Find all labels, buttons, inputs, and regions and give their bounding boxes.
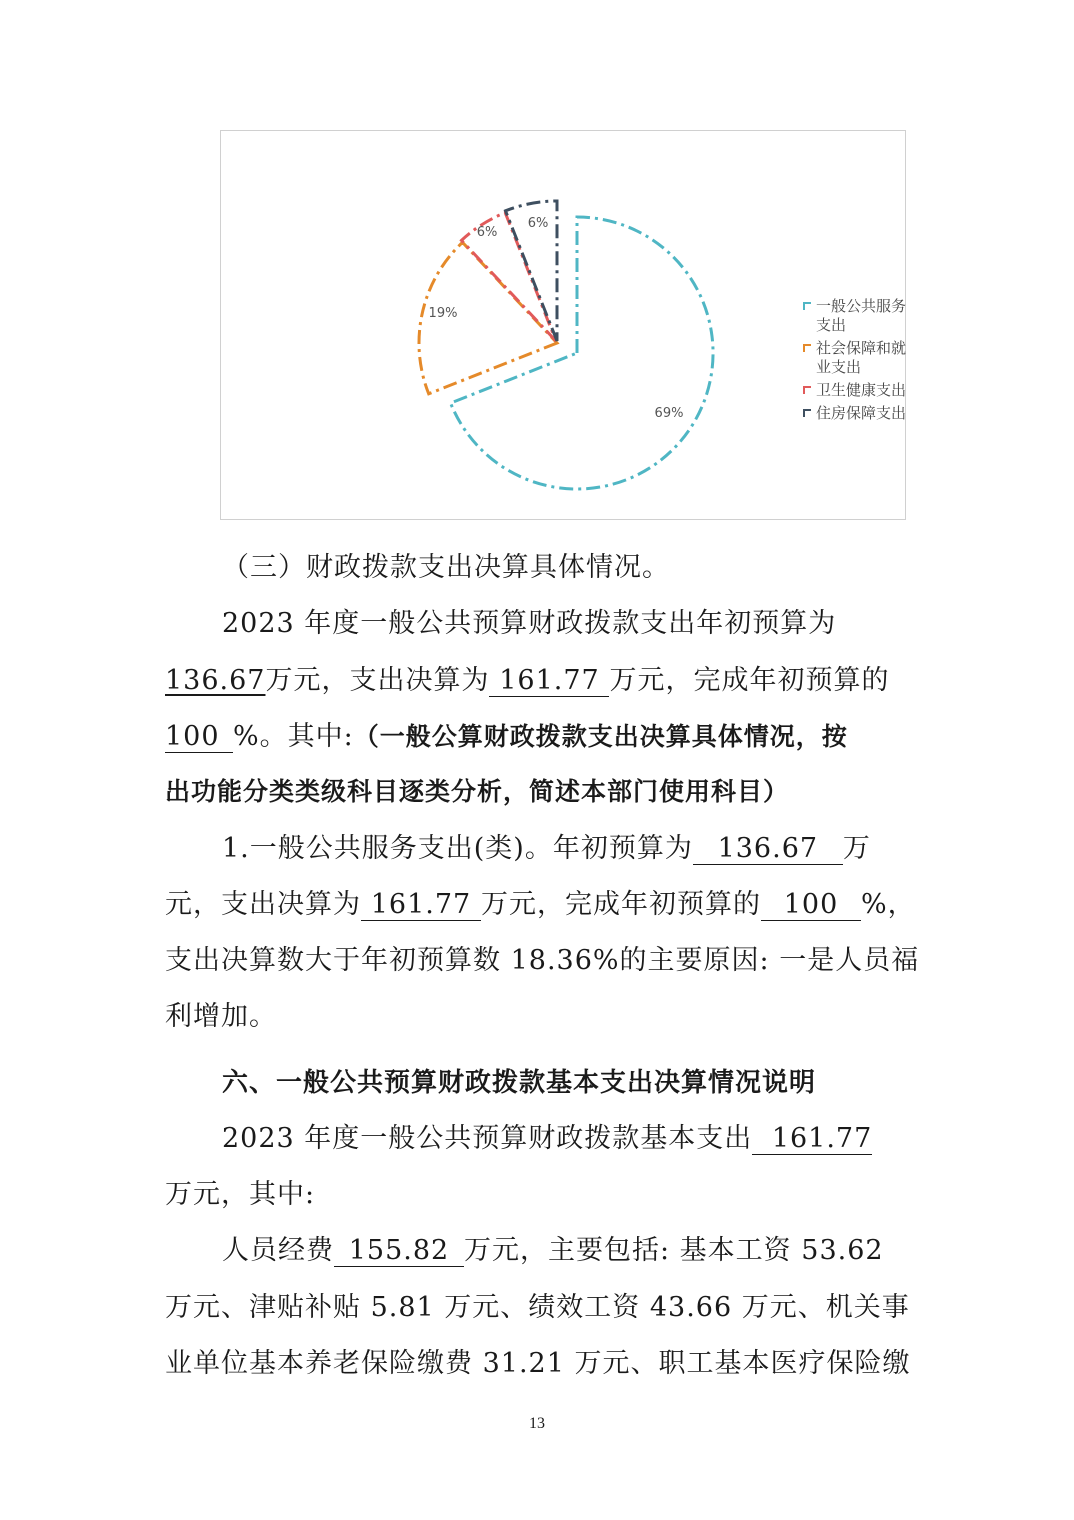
paragraph-line: 支出决算数大于年初预算数 18.36%的主要原因: 一是人员福 [165, 945, 920, 976]
paragraph-line: 1.一般公共服务支出(类)。年初预算为 136.67 万 [222, 833, 871, 864]
completion-percent-value: 100 [761, 890, 861, 921]
pie-slice-label: 6% [476, 225, 498, 240]
completion-percent-value: 100 [165, 722, 233, 753]
legend-label: 卫生健康支出 [816, 381, 907, 399]
paragraph-line: 人员经费 155.82 万元，主要包括: 基本工资 53.62 [222, 1235, 884, 1266]
basic-expenditure-value: 161.77 [752, 1124, 872, 1155]
paragraph-line: 利增加。 [165, 1001, 277, 1032]
legend-swatch-icon [803, 386, 811, 394]
section-six-heading: 六、一般公共预算财政拨款基本支出决算情况说明 [222, 1068, 817, 1098]
paragraph-line: 100 %。其中:（一般公算财政拨款支出决算具体情况，按 [165, 721, 848, 752]
pie-slice-label: 69% [654, 406, 684, 421]
legend-swatch-icon [803, 344, 811, 352]
final-amount-value: 161.77 [489, 666, 609, 697]
paragraph-line: 2023 年度一般公共预算财政拨款支出年初预算为 [222, 608, 837, 639]
bold-note: （一般公算财政拨款支出决算具体情况，按 [353, 722, 848, 751]
pie-slice-label: 19% [428, 306, 458, 321]
legend-label: 住房保障支出 [816, 404, 907, 422]
initial-budget-value: 136.67 [165, 665, 266, 696]
legend-item [803, 297, 913, 335]
final-amount-value: 161.77 [361, 890, 481, 921]
legend-item [803, 339, 913, 377]
initial-budget-value: 136.67 [693, 834, 843, 865]
paragraph-line [165, 772, 911, 812]
legend-label: 一般公共服务支出 [816, 297, 907, 334]
paragraph-line: 元，支出决算为 161.77 万元，完成年初预算的 100 %， [165, 889, 916, 920]
legend-item [803, 404, 913, 423]
paragraph-line: 136.67万元，支出决算为 161.77 万元，完成年初预算的 [165, 665, 890, 696]
legend-item [803, 381, 913, 400]
paragraph-line: 万元，其中: [165, 1179, 316, 1210]
legend-label: 社会保障和就业支出 [816, 339, 907, 376]
pie-slice [451, 217, 713, 489]
paragraph-line: 2023 年度一般公共预算财政拨款基本支出 161.77 [222, 1123, 873, 1154]
pie-chart-figure [220, 130, 906, 520]
paragraph-line: 业单位基本养老保险缴费 31.21 万元、职工基本医疗保险缴 [165, 1348, 911, 1379]
pie-slice-label: 6% [527, 216, 549, 231]
legend-swatch-icon [803, 302, 811, 310]
personnel-cost-value: 155.82 [334, 1236, 464, 1267]
paragraph-line: 万元、津贴补贴 5.81 万元、绩效工资 43.66 万元、机关事 [165, 1292, 910, 1323]
pie-slice [462, 213, 557, 341]
bold-note: 出功能分类类级科目逐类分析，简述本部门使用科目） [165, 777, 790, 806]
legend-swatch-icon [803, 409, 811, 417]
chart-legend [803, 297, 913, 427]
section-three-title: （三）财政拨款支出决算具体情况。 [222, 552, 670, 583]
page-number: 13 [529, 1415, 545, 1432]
